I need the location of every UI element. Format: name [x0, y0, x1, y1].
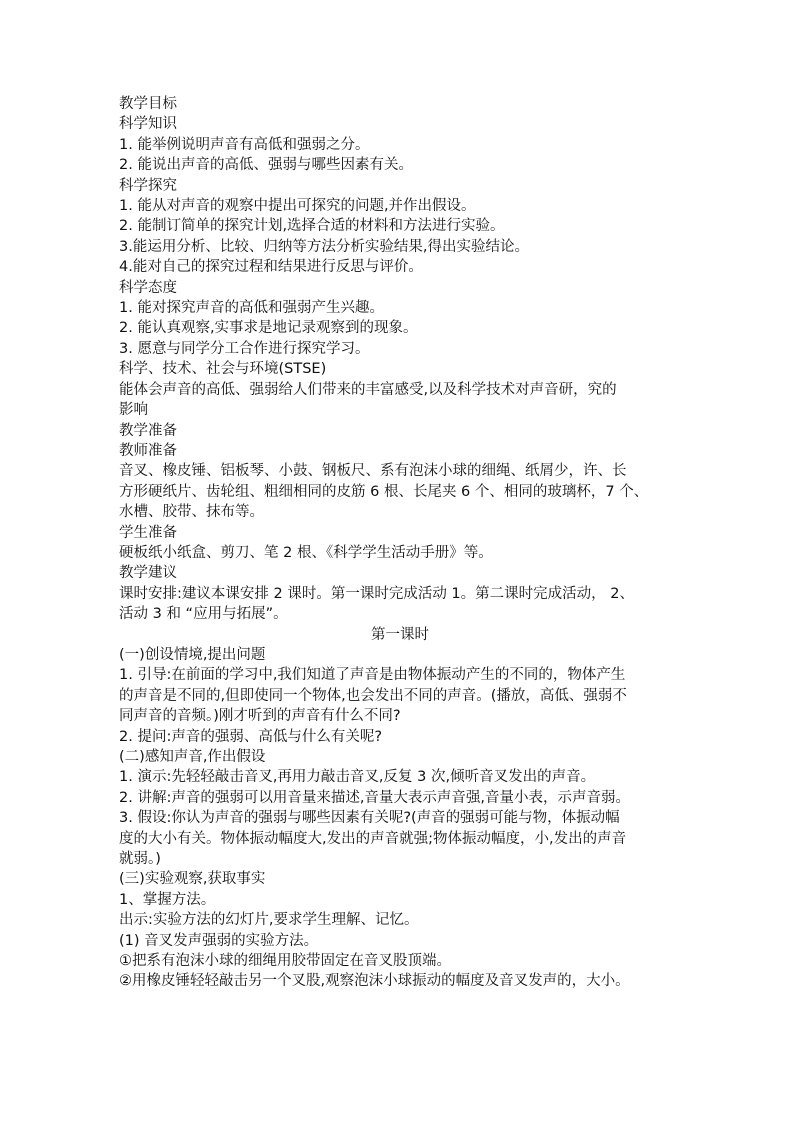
subheading-student-preparation: 学生准备	[119, 524, 177, 541]
step-1-question: 2. 提问:声音的强弱、高低与什么有关呢?	[119, 728, 383, 745]
attitude-item-3: 3. 愿意与同学分工合作进行探究学习。	[119, 340, 370, 357]
schedule-line-1: 课时安排:建议本课安排 2 课时。第一课时完成活动 1。第二课时完成活动， 2、	[119, 585, 634, 602]
step-2-hypothesis-line-3: 就弱。)	[119, 851, 161, 868]
subheading-science-attitude: 科学态度	[119, 279, 177, 296]
teacher-materials-line-2: 方形硬纸片、齿轮组、粗细相同的皮筋 6 根、长尾夹 6 个、相同的玻璃杯，7 个、	[119, 483, 649, 500]
inquiry-item-3: 3.能运用分析、比较、归纳等方法分析实验结果,得出实验结论。	[119, 238, 529, 255]
schedule-line-2: 活动 3 和 “应用与拓展”。	[119, 606, 288, 623]
document-page	[119, 94, 681, 992]
heading-teaching-preparation: 教学准备	[119, 422, 177, 439]
step-1-guide-line-3: 同声音的音频。)刚才听到的声音有什么不同?	[119, 708, 401, 725]
attitude-item-1: 1. 能对探究声音的高低和强弱产生兴趣。	[119, 300, 384, 317]
section-title-first-lesson: 第一课时	[371, 626, 429, 643]
step-3-master-method: 1、掌握方法。	[119, 891, 216, 908]
step-3-show-slides: 出示:实验方法的幻灯片,要求学生理解、记忆。	[119, 912, 419, 929]
knowledge-item-2: 2. 能说出声音的高低、强弱与哪些因素有关。	[119, 157, 413, 174]
step-2-heading: (二)感知声音,作出假设	[119, 749, 266, 765]
step-3-heading: (三)实验观察,获取事实	[119, 871, 266, 888]
student-materials: 硬板纸小纸盒、剪刀、笔 2 根、《科学学生活动手册》等。	[119, 544, 493, 561]
step-3-method-title: (1) 音叉发声强弱的实验方法。	[119, 932, 319, 949]
inquiry-item-4: 4.能对自己的探究过程和结果进行反思与评价。	[119, 259, 423, 276]
teacher-materials-line-3: 水槽、胶带、抹布等。	[119, 504, 264, 521]
inquiry-item-1: 1. 能从对声音的观察中提出可探究的问题,并作出假设。	[119, 198, 476, 215]
step-2-hypothesis-line-2: 度的大小有关。物体振动幅度大,发出的声音就强;物体振动幅度，小,发出的声音	[119, 830, 627, 847]
attitude-item-2: 2. 能认真观察,实事求是地记录观察到的现象。	[119, 320, 418, 337]
heading-teaching-goals: 教学目标	[119, 96, 177, 112]
stse-paragraph-line-1: 能体会声音的高低、强弱给人们带来的丰富感受,以及科学技术对声音研，究的	[119, 381, 617, 398]
knowledge-item-1: 1. 能举例说明声音有高低和强弱之分。	[119, 136, 370, 153]
step-2-demo: 1. 演示:先轻轻敲击音叉,再用力敲击音叉,反复 3 次,倾听音叉发出的声音。	[119, 769, 596, 786]
step-2-hypothesis-line-1: 3. 假设:你认为声音的强弱与哪些因素有关呢?(声音的强弱可能与物，体振动幅	[119, 810, 620, 827]
step-3-method-item-2: ②用橡皮锤轻轻敲击另一个叉股,观察泡沫小球振动的幅度及音叉发声的，大小。	[119, 973, 630, 990]
step-3-method-item-1: ①把系有泡沫小球的细绳用胶带固定在音叉股顶端。	[119, 953, 451, 970]
step-2-explain: 2. 讲解:声音的强弱可以用音量来描述,音量大表示声音强,音量小表，示声音弱。	[119, 789, 631, 806]
subheading-teacher-preparation: 教师准备	[119, 442, 177, 459]
heading-teaching-suggestions: 教学建议	[119, 565, 177, 582]
stse-paragraph-line-2: 影响	[119, 402, 148, 419]
step-1-guide-line-1: 1. 引导:在前面的学习中,我们知道了声音是由物体振动产生的不同的，物体产生	[119, 667, 626, 684]
subheading-stse: 科学、技术、社会与环境(STSE)	[119, 361, 327, 378]
subheading-science-inquiry: 科学探究	[119, 177, 177, 194]
subheading-science-knowledge: 科学知识	[119, 116, 177, 133]
step-1-heading: (一)创设情境,提出问题	[119, 646, 266, 663]
inquiry-item-2: 2. 能制订简单的探究计划,选择合适的材料和方法进行实验。	[119, 218, 505, 235]
teacher-materials-line-1: 音叉、橡皮锤、铝板琴、小鼓、钢板尺、系有泡沫小球的细绳、纸屑少，许、长	[119, 463, 627, 480]
step-1-guide-line-2: 的声音是不同的,但即使同一个物体,也会发出不同的声音。(播放，高低、强弱不	[119, 687, 627, 704]
